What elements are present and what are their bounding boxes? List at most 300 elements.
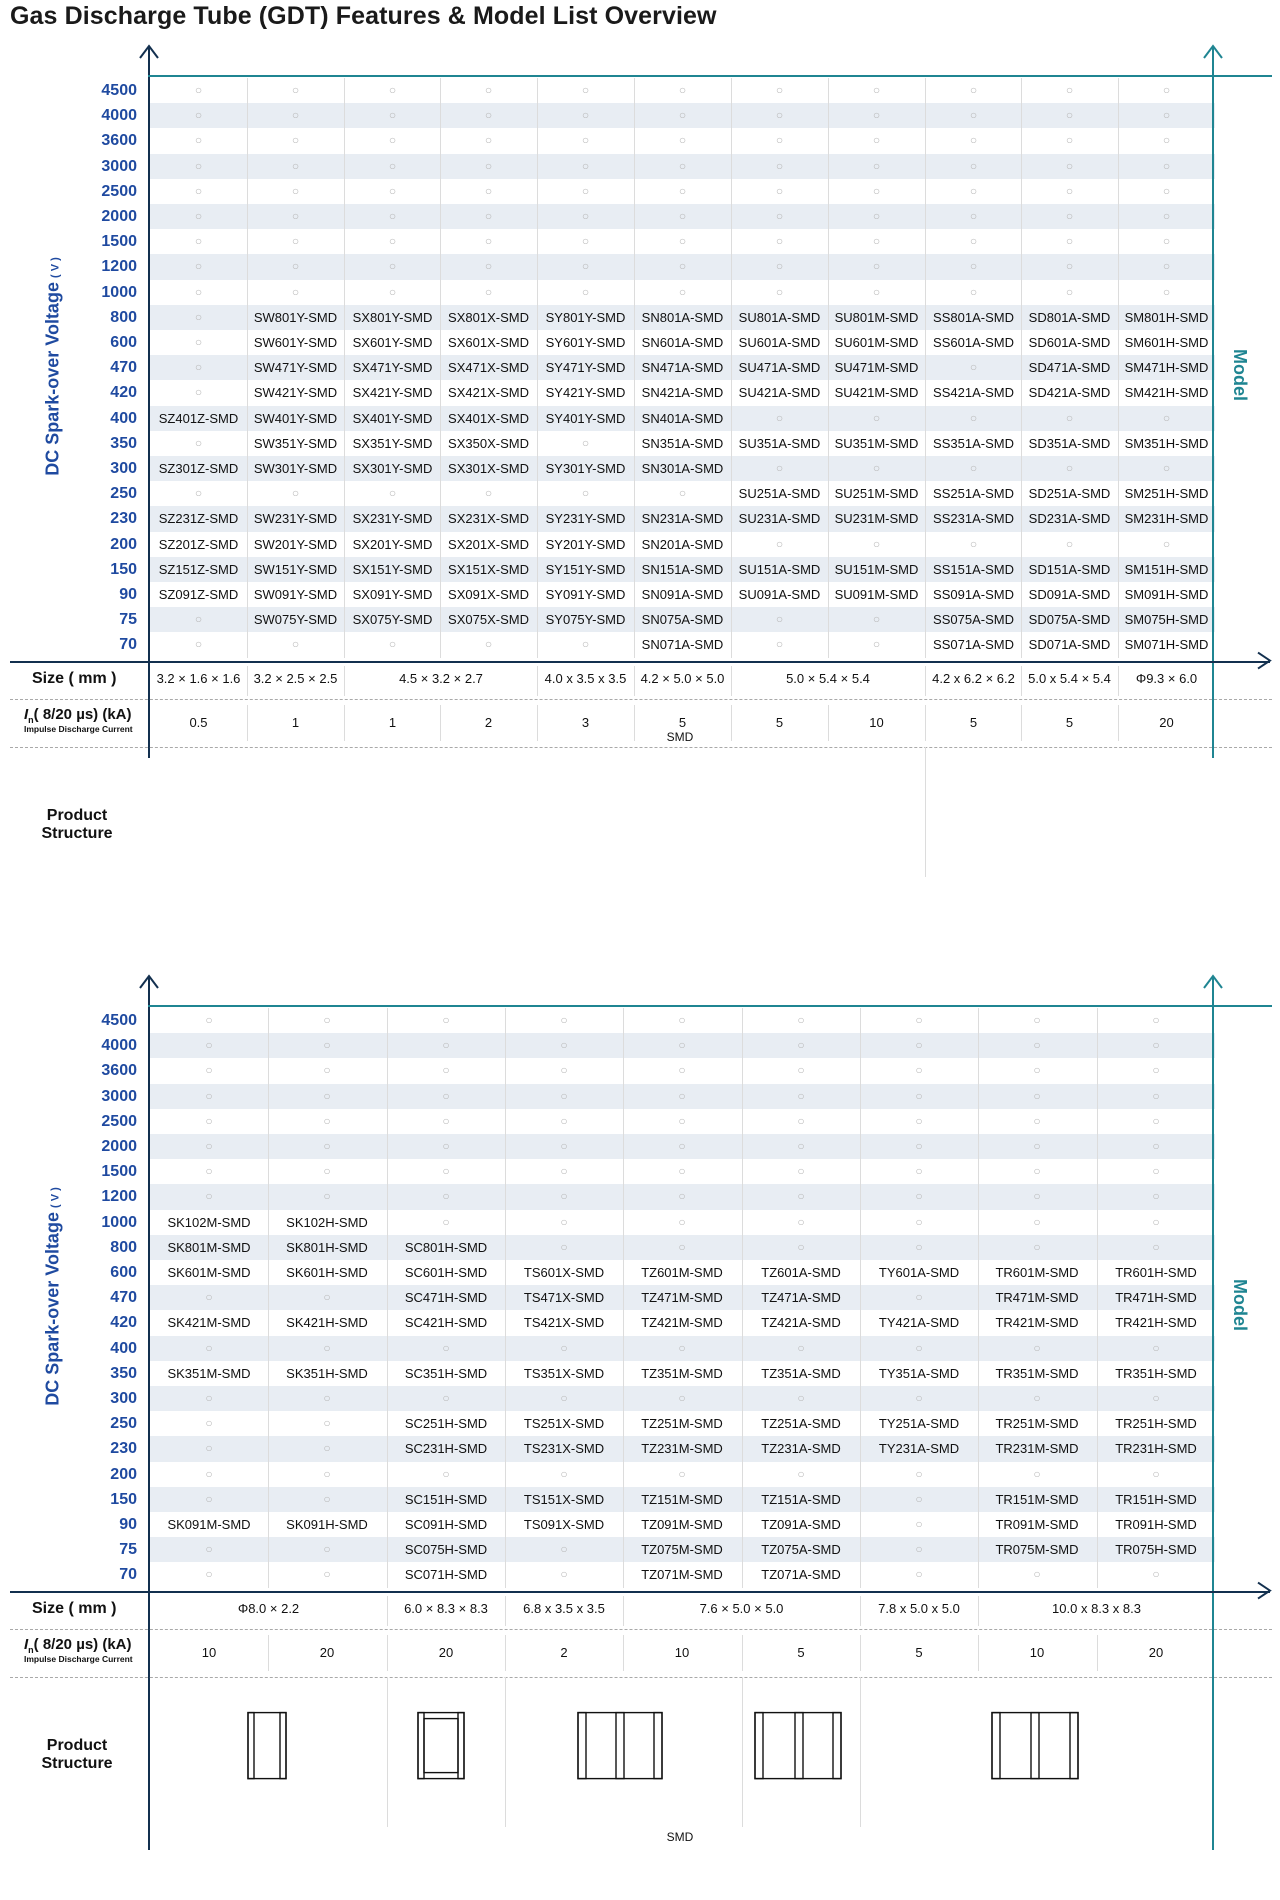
voltage-label: 250 xyxy=(110,1415,137,1433)
model-cell[interactable]: TY231A-SMD xyxy=(878,1441,960,1457)
model-cell[interactable]: TZ151M-SMD xyxy=(641,1491,723,1507)
model-cell[interactable]: SU231M-SMD xyxy=(834,511,919,527)
empty-cell-marker: ○ xyxy=(915,1139,923,1153)
model-cell[interactable]: SZ231Z-SMD xyxy=(158,511,239,527)
model-cell[interactable]: SC351H-SMD xyxy=(404,1365,488,1381)
model-cell[interactable]: TR091M-SMD xyxy=(995,1517,1079,1532)
model-cell[interactable]: SU471M-SMD xyxy=(834,360,919,376)
empty-cell-marker: ○ xyxy=(388,158,397,173)
tz-electrode-middle xyxy=(795,1713,803,1779)
model-cell[interactable]: SK801H-SMD xyxy=(286,1239,368,1255)
model-cell[interactable]: TR231M-SMD xyxy=(995,1441,1079,1457)
empty-cell-marker: ○ xyxy=(969,209,978,223)
model-cell[interactable]: SK091H-SMD xyxy=(286,1517,368,1532)
model-cell[interactable]: SZ301Z-SMD xyxy=(158,461,239,476)
empty-cell-marker: ○ xyxy=(678,1113,686,1128)
model-cell[interactable]: SD601A-SMD xyxy=(1028,335,1111,350)
model-cell[interactable]: SY151Y-SMD xyxy=(545,561,626,577)
empty-cell-marker: ○ xyxy=(1033,1164,1041,1179)
model-cell[interactable]: SX350X-SMD xyxy=(448,435,529,451)
current-divider xyxy=(440,705,441,741)
model-cell[interactable]: SW471Y-SMD xyxy=(253,360,338,376)
model-cell[interactable]: SN091A-SMD xyxy=(641,587,724,602)
model-cell[interactable]: SD421A-SMD xyxy=(1028,385,1111,401)
empty-cell-marker: ○ xyxy=(560,1164,568,1179)
model-cell[interactable]: TZ075M-SMD xyxy=(641,1542,723,1558)
model-cell[interactable]: SY401Y-SMD xyxy=(545,410,626,426)
model-cell[interactable]: SD075A-SMD xyxy=(1028,612,1111,628)
model-cell[interactable]: TR075H-SMD xyxy=(1115,1542,1197,1558)
empty-cell-marker: ○ xyxy=(969,158,978,173)
model-cell[interactable]: SK801M-SMD xyxy=(167,1239,251,1255)
empty-cell-marker: ○ xyxy=(1162,209,1171,223)
empty-cell-marker: ○ xyxy=(388,133,397,148)
empty-cell-marker: ○ xyxy=(291,83,300,97)
empty-cell-marker: ○ xyxy=(1033,1088,1041,1103)
model-cell[interactable]: SX601Y-SMD xyxy=(352,335,433,350)
empty-cell-marker: ○ xyxy=(872,637,881,652)
model-cell[interactable]: TZ251A-SMD xyxy=(761,1416,841,1432)
model-cell[interactable]: SN071A-SMD xyxy=(641,637,724,653)
model-cell[interactable]: SX801X-SMD xyxy=(448,309,529,325)
model-cell[interactable]: SK601M-SMD xyxy=(167,1265,251,1280)
current-label xyxy=(24,706,154,734)
model-cell[interactable]: SS075A-SMD xyxy=(933,612,1014,628)
empty-cell-marker: ○ xyxy=(581,259,590,274)
model-cell[interactable]: TS251X-SMD xyxy=(523,1416,605,1432)
empty-cell-marker: ○ xyxy=(205,1491,213,1506)
empty-cell-marker: ○ xyxy=(194,435,203,450)
model-cell[interactable]: TR231H-SMD xyxy=(1115,1441,1197,1457)
model-cell[interactable]: SS231A-SMD xyxy=(933,511,1014,527)
model-cell[interactable]: TZ151A-SMD xyxy=(761,1491,841,1507)
current-value: 5 xyxy=(678,714,687,730)
model-cell[interactable]: SN601A-SMD xyxy=(641,335,724,350)
empty-cell-marker: ○ xyxy=(205,1542,213,1557)
model-cell[interactable]: SY801Y-SMD xyxy=(545,309,626,325)
model-cell[interactable]: SU251A-SMD xyxy=(738,486,821,502)
voltage-label: 300 xyxy=(110,1390,137,1407)
size-divider xyxy=(634,666,635,696)
model-cell[interactable]: SW401Y-SMD xyxy=(253,410,338,426)
model-cell[interactable]: SS421A-SMD xyxy=(933,385,1014,401)
model-cell[interactable]: SN401A-SMD xyxy=(641,410,724,426)
model-cell[interactable]: SN801A-SMD xyxy=(641,309,724,325)
empty-cell-marker: ○ xyxy=(194,612,203,627)
model-cell[interactable]: SX301X-SMD xyxy=(448,461,529,476)
empty-cell-marker: ○ xyxy=(581,435,590,450)
model-cell[interactable]: SZ201Z-SMD xyxy=(158,536,239,552)
model-cell[interactable]: TY251A-SMD xyxy=(878,1416,960,1432)
disc-electrode-left xyxy=(248,1713,254,1779)
model-cell[interactable]: TR471H-SMD xyxy=(1115,1290,1197,1306)
empty-cell-marker: ○ xyxy=(678,1038,686,1053)
model-cell[interactable]: TR151H-SMD xyxy=(1115,1491,1197,1507)
model-cell[interactable]: SN351A-SMD xyxy=(641,435,724,451)
model-cell[interactable]: TZ421A-SMD xyxy=(761,1315,841,1331)
model-cell[interactable]: SM075H-SMD xyxy=(1124,612,1209,628)
voltage-label: 230 xyxy=(110,1440,137,1458)
model-cell[interactable]: TZ231M-SMD xyxy=(641,1441,723,1457)
model-cell[interactable]: SW151Y-SMD xyxy=(253,561,338,577)
empty-cell-marker: ○ xyxy=(323,1290,331,1305)
model-cell[interactable]: TS421X-SMD xyxy=(523,1315,605,1331)
model-cell[interactable]: SZ151Z-SMD xyxy=(158,561,239,577)
model-cell[interactable]: SS601A-SMD xyxy=(933,335,1014,350)
model-cell[interactable]: SW801Y-SMD xyxy=(253,309,338,325)
voltage-label: 250 xyxy=(110,485,137,503)
voltage-label: 470 xyxy=(110,359,137,377)
empty-cell-marker: ○ xyxy=(678,1139,686,1153)
model-axis-line xyxy=(1212,976,1214,1850)
model-cell[interactable]: SS091A-SMD xyxy=(933,587,1014,602)
model-cell[interactable]: SU091M-SMD xyxy=(834,587,919,602)
model-cell[interactable]: SU351A-SMD xyxy=(738,435,821,451)
model-cell[interactable]: SS151A-SMD xyxy=(933,561,1014,577)
model-cell[interactable]: SU351M-SMD xyxy=(834,435,919,451)
empty-cell-marker: ○ xyxy=(915,1038,923,1053)
model-cell[interactable]: SX151X-SMD xyxy=(448,561,529,577)
model-cell[interactable]: SD471A-SMD xyxy=(1028,360,1111,376)
voltage-axis-unit: ( V ) xyxy=(49,1187,62,1208)
model-cell[interactable]: SK351H-SMD xyxy=(286,1365,368,1381)
model-cell[interactable]: TZ421M-SMD xyxy=(641,1315,723,1331)
model-cell[interactable]: SM251H-SMD xyxy=(1124,486,1209,502)
empty-cell-marker: ○ xyxy=(1033,1214,1041,1229)
disc-electrode-right xyxy=(280,1713,286,1779)
empty-cell-marker: ○ xyxy=(969,410,978,425)
model-cell[interactable]: SC075H-SMD xyxy=(404,1542,488,1558)
empty-cell-marker: ○ xyxy=(205,1340,213,1355)
model-cell[interactable]: TR421H-SMD xyxy=(1115,1315,1197,1331)
model-cell[interactable]: SX801Y-SMD xyxy=(352,309,433,325)
size-value: 3.2 × 1.6 × 1.6 xyxy=(156,670,241,686)
model-cell[interactable]: SX091Y-SMD xyxy=(352,587,433,602)
model-cell[interactable]: SD231A-SMD xyxy=(1028,511,1111,527)
current-value: 5 xyxy=(775,714,784,730)
model-cell[interactable]: TR075M-SMD xyxy=(995,1542,1079,1558)
empty-cell-marker: ○ xyxy=(205,1567,213,1582)
model-cell[interactable]: SU601A-SMD xyxy=(738,335,821,350)
structure-divider xyxy=(860,1677,861,1827)
model-cell[interactable]: SD251A-SMD xyxy=(1028,486,1111,502)
model-cell[interactable]: TZ351M-SMD xyxy=(641,1365,723,1381)
model-cell[interactable]: TZ071M-SMD xyxy=(641,1567,723,1583)
model-cell[interactable]: SW601Y-SMD xyxy=(253,335,338,350)
model-cell[interactable]: TR421M-SMD xyxy=(995,1315,1079,1331)
tz-structure-outline xyxy=(755,1713,841,1779)
model-cell[interactable]: TZ471M-SMD xyxy=(641,1290,723,1306)
empty-cell-marker: ○ xyxy=(1033,1466,1041,1481)
empty-cell-marker: ○ xyxy=(915,1542,923,1557)
model-cell[interactable]: SX201X-SMD xyxy=(448,536,529,552)
model-cell[interactable]: SC231H-SMD xyxy=(404,1441,488,1457)
product-structure-label xyxy=(22,807,132,843)
empty-cell-marker: ○ xyxy=(969,83,978,97)
model-cell[interactable]: SC471H-SMD xyxy=(404,1290,488,1306)
empty-cell-marker: ○ xyxy=(323,1088,331,1103)
model-cell[interactable]: SY471Y-SMD xyxy=(545,360,626,376)
model-cell[interactable]: TZ091M-SMD xyxy=(641,1517,723,1532)
model-cell[interactable]: SD091A-SMD xyxy=(1028,587,1111,602)
empty-cell-marker: ○ xyxy=(388,83,397,97)
model-cell[interactable]: SX301Y-SMD xyxy=(352,461,433,476)
voltage-label: 1000 xyxy=(101,283,137,301)
size-value: 4.0 x 3.5 x 3.5 xyxy=(544,670,627,686)
model-cell[interactable]: TR251H-SMD xyxy=(1115,1416,1197,1432)
model-cell[interactable]: SU231A-SMD xyxy=(738,511,821,527)
empty-cell-marker: ○ xyxy=(442,1088,450,1103)
empty-cell-marker: ○ xyxy=(291,259,300,274)
voltage-label: 600 xyxy=(110,1264,137,1281)
empty-cell-marker: ○ xyxy=(442,1391,450,1405)
model-cell[interactable]: SK102M-SMD xyxy=(167,1214,251,1230)
model-cell[interactable]: SW301Y-SMD xyxy=(253,461,338,476)
size-divider xyxy=(731,666,732,696)
model-cell[interactable]: SU601M-SMD xyxy=(834,335,919,350)
model-cell[interactable]: SM091H-SMD xyxy=(1124,587,1209,602)
model-cell[interactable]: TS601X-SMD xyxy=(523,1265,605,1280)
model-cell[interactable]: SW231Y-SMD xyxy=(253,511,338,527)
empty-cell-marker: ○ xyxy=(323,1542,331,1557)
model-cell[interactable]: SX151Y-SMD xyxy=(352,561,433,577)
current-value: 20 xyxy=(1148,1644,1164,1660)
model-cell[interactable]: TY421A-SMD xyxy=(878,1315,960,1331)
model-cell[interactable]: TR151M-SMD xyxy=(995,1491,1079,1507)
model-cell[interactable]: SX075Y-SMD xyxy=(352,612,433,628)
model-cell[interactable]: SZ091Z-SMD xyxy=(158,587,239,602)
model-cell[interactable]: TY601A-SMD xyxy=(878,1265,960,1280)
model-cell[interactable]: SK601H-SMD xyxy=(286,1265,368,1280)
model-cell[interactable]: SX471X-SMD xyxy=(448,360,529,376)
model-cell[interactable]: TR601M-SMD xyxy=(995,1265,1079,1280)
current-unit: ( 8/20 µs) (kA) xyxy=(33,1635,132,1653)
model-cell[interactable]: SX075X-SMD xyxy=(448,612,529,628)
empty-cell-marker: ○ xyxy=(678,209,687,223)
model-cell[interactable]: TR351M-SMD xyxy=(995,1365,1079,1381)
model-cell[interactable]: SM231H-SMD xyxy=(1124,511,1209,527)
model-cell[interactable]: SY601Y-SMD xyxy=(545,335,626,350)
model-cell[interactable]: SY075Y-SMD xyxy=(545,612,626,628)
model-cell[interactable]: SY301Y-SMD xyxy=(545,461,626,476)
model-cell[interactable]: SM801H-SMD xyxy=(1124,309,1209,325)
model-cell[interactable]: SY231Y-SMD xyxy=(545,511,626,527)
model-cell[interactable]: SN075A-SMD xyxy=(641,612,724,628)
empty-cell-marker: ○ xyxy=(1152,1038,1160,1053)
model-cell[interactable]: SD801A-SMD xyxy=(1028,309,1111,325)
model-cell[interactable]: SC151H-SMD xyxy=(404,1491,488,1507)
model-cell[interactable]: TR091H-SMD xyxy=(1115,1517,1197,1532)
voltage-label: 1200 xyxy=(101,1188,137,1206)
model-cell[interactable]: TZ251M-SMD xyxy=(641,1416,723,1432)
empty-cell-marker: ○ xyxy=(1033,1113,1041,1128)
model-cell[interactable]: SW091Y-SMD xyxy=(253,587,338,602)
model-cell[interactable]: SX471Y-SMD xyxy=(352,360,433,376)
model-cell[interactable]: TR601H-SMD xyxy=(1115,1265,1197,1280)
model-cell[interactable]: TS471X-SMD xyxy=(523,1290,605,1306)
model-cell[interactable]: SM351H-SMD xyxy=(1124,435,1209,451)
empty-cell-marker: ○ xyxy=(969,133,978,148)
model-cell[interactable]: SN231A-SMD xyxy=(641,511,724,527)
model-cell[interactable]: SN151A-SMD xyxy=(641,561,724,577)
current-divider xyxy=(860,1635,861,1671)
disc-structure-outline xyxy=(248,1713,286,1779)
empty-cell-marker: ○ xyxy=(291,486,300,501)
model-cell[interactable]: SK421M-SMD xyxy=(167,1315,251,1331)
size-value: 6.0 × 8.3 × 8.3 xyxy=(404,1600,488,1616)
model-cell[interactable]: SX351Y-SMD xyxy=(352,435,433,451)
model-cell[interactable]: SX421Y-SMD xyxy=(352,385,433,401)
empty-cell-marker: ○ xyxy=(797,1063,805,1078)
model-cell[interactable]: SU801A-SMD xyxy=(738,309,821,325)
model-cell[interactable]: SU151A-SMD xyxy=(738,561,821,577)
empty-cell-marker: ○ xyxy=(581,209,590,223)
model-cell[interactable]: SK102H-SMD xyxy=(286,1214,368,1230)
empty-cell-marker: ○ xyxy=(442,1063,450,1078)
model-cell[interactable]: SW351Y-SMD xyxy=(253,435,338,451)
empty-cell-marker: ○ xyxy=(1162,83,1171,97)
model-cell[interactable]: SX401X-SMD xyxy=(448,410,529,426)
empty-cell-marker: ○ xyxy=(560,1340,568,1355)
model-cell[interactable]: SC601H-SMD xyxy=(404,1265,488,1280)
model-cell[interactable]: SX091X-SMD xyxy=(448,587,529,602)
model-cell[interactable]: SS351A-SMD xyxy=(933,435,1014,451)
model-cell[interactable]: SU091A-SMD xyxy=(738,587,821,602)
empty-cell-marker: ○ xyxy=(194,83,203,97)
model-cell[interactable]: SY201Y-SMD xyxy=(545,536,626,552)
model-cell[interactable]: SD071A-SMD xyxy=(1028,637,1111,653)
current-divider xyxy=(1021,705,1022,741)
model-cell[interactable]: SU151M-SMD xyxy=(834,561,919,577)
model-cell[interactable]: SY421Y-SMD xyxy=(545,385,626,401)
dashed-separator xyxy=(10,747,1272,748)
model-cell[interactable]: TZ231A-SMD xyxy=(761,1441,841,1457)
voltage-label: 800 xyxy=(110,1238,137,1256)
model-cell[interactable]: SC251H-SMD xyxy=(404,1416,488,1432)
model-cell[interactable]: SN421A-SMD xyxy=(641,385,724,401)
model-cell[interactable]: SD151A-SMD xyxy=(1028,561,1111,577)
model-cell[interactable]: TZ601A-SMD xyxy=(761,1265,841,1280)
empty-cell-marker: ○ xyxy=(872,259,881,274)
size-divider xyxy=(623,1596,624,1626)
model-cell[interactable]: SS251A-SMD xyxy=(933,486,1014,502)
empty-cell-marker: ○ xyxy=(969,536,978,551)
sc-inner xyxy=(424,1719,458,1773)
voltage-label: 3000 xyxy=(101,157,137,175)
model-cell[interactable]: SC421H-SMD xyxy=(404,1315,488,1331)
voltage-label: 2500 xyxy=(101,1112,137,1130)
model-cell[interactable]: SN201A-SMD xyxy=(641,536,724,552)
voltage-label: 75 xyxy=(119,1541,137,1559)
current-value: 2 xyxy=(484,714,493,730)
model-cell[interactable]: SM421H-SMD xyxy=(1124,385,1209,401)
model-cell[interactable]: SD351A-SMD xyxy=(1028,435,1111,451)
model-cell[interactable]: SK421H-SMD xyxy=(286,1315,368,1331)
model-cell[interactable]: TY351A-SMD xyxy=(878,1365,960,1381)
top-teal-line xyxy=(148,1005,1272,1007)
model-cell[interactable]: TZ601M-SMD xyxy=(641,1265,723,1280)
model-cell[interactable]: SU801M-SMD xyxy=(834,309,919,325)
model-cell[interactable]: SX231X-SMD xyxy=(448,511,529,527)
model-cell[interactable]: SW201Y-SMD xyxy=(253,536,338,552)
size-value: 7.6 × 5.0 × 5.0 xyxy=(699,1600,784,1616)
model-cell[interactable]: SM471H-SMD xyxy=(1124,360,1209,376)
model-cell[interactable]: TR351H-SMD xyxy=(1115,1365,1197,1381)
model-cell[interactable]: SW421Y-SMD xyxy=(253,385,338,401)
model-cell[interactable]: TR471M-SMD xyxy=(995,1290,1079,1306)
model-cell[interactable]: SZ401Z-SMD xyxy=(158,410,239,426)
empty-cell-marker: ○ xyxy=(915,1491,923,1506)
size-divider xyxy=(978,1596,979,1626)
model-cell[interactable]: SX601X-SMD xyxy=(448,335,529,350)
model-cell[interactable]: SX201Y-SMD xyxy=(352,536,433,552)
model-cell[interactable]: SU251M-SMD xyxy=(834,486,919,502)
current-value: 5 xyxy=(969,714,978,730)
current-unit: ( 8/20 µs) (kA) xyxy=(33,705,132,723)
model-cell[interactable]: SX421X-SMD xyxy=(448,385,529,401)
model-cell[interactable]: SN471A-SMD xyxy=(641,360,724,376)
empty-cell-marker: ○ xyxy=(915,1567,923,1582)
model-cell[interactable]: TZ471A-SMD xyxy=(761,1290,841,1306)
empty-cell-marker: ○ xyxy=(442,1013,450,1027)
size-divider xyxy=(344,666,345,696)
model-cell[interactable]: TS151X-SMD xyxy=(523,1491,605,1507)
model-cell[interactable]: SS801A-SMD xyxy=(933,309,1014,325)
model-cell[interactable]: SM071H-SMD xyxy=(1124,637,1209,653)
model-cell[interactable]: TS351X-SMD xyxy=(523,1365,605,1381)
model-cell[interactable]: TZ351A-SMD xyxy=(761,1365,841,1381)
model-cell[interactable]: SU421A-SMD xyxy=(738,385,821,401)
model-cell[interactable]: TS091X-SMD xyxy=(523,1517,605,1532)
empty-cell-marker: ○ xyxy=(291,108,300,123)
model-cell[interactable]: SK091M-SMD xyxy=(167,1517,251,1532)
empty-cell-marker: ○ xyxy=(915,1239,923,1254)
model-cell[interactable]: TZ075A-SMD xyxy=(761,1542,841,1558)
model-cell[interactable]: SC091H-SMD xyxy=(404,1517,488,1532)
model-cell[interactable]: SM601H-SMD xyxy=(1124,335,1209,350)
empty-cell-marker: ○ xyxy=(1065,108,1074,123)
model-cell[interactable]: TS231X-SMD xyxy=(523,1441,605,1457)
model-cell[interactable]: SX401Y-SMD xyxy=(352,410,433,426)
empty-cell-marker: ○ xyxy=(872,83,881,97)
empty-cell-marker: ○ xyxy=(291,284,300,299)
model-cell[interactable]: SU421M-SMD xyxy=(834,385,919,401)
empty-cell-marker: ○ xyxy=(560,1038,568,1053)
model-cell[interactable]: SK351M-SMD xyxy=(167,1365,251,1381)
empty-cell-marker: ○ xyxy=(205,1416,213,1431)
model-cell[interactable]: SC801H-SMD xyxy=(404,1239,488,1255)
model-cell[interactable]: SU471A-SMD xyxy=(738,360,821,376)
empty-cell-marker: ○ xyxy=(1152,1239,1160,1254)
model-cell[interactable]: SX231Y-SMD xyxy=(352,511,433,527)
empty-cell-marker: ○ xyxy=(194,309,203,324)
model-cell[interactable]: SC071H-SMD xyxy=(404,1567,488,1583)
model-cell[interactable]: SS071A-SMD xyxy=(933,637,1014,653)
model-cell[interactable]: SY091Y-SMD xyxy=(545,587,626,602)
empty-cell-marker: ○ xyxy=(678,259,687,274)
model-cell[interactable]: TZ071A-SMD xyxy=(761,1567,841,1583)
size-value: Φ8.0 × 2.2 xyxy=(237,1600,300,1616)
model-cell[interactable]: SW075Y-SMD xyxy=(253,612,338,628)
model-cell[interactable]: SM151H-SMD xyxy=(1124,561,1209,577)
model-cell[interactable]: TZ091A-SMD xyxy=(761,1517,841,1532)
empty-cell-marker: ○ xyxy=(872,108,881,123)
model-cell[interactable]: SN301A-SMD xyxy=(641,461,724,476)
empty-cell-marker: ○ xyxy=(323,1113,331,1128)
empty-cell-marker: ○ xyxy=(194,335,203,349)
model-cell[interactable]: TR251M-SMD xyxy=(995,1416,1079,1432)
empty-cell-marker: ○ xyxy=(560,1391,568,1405)
